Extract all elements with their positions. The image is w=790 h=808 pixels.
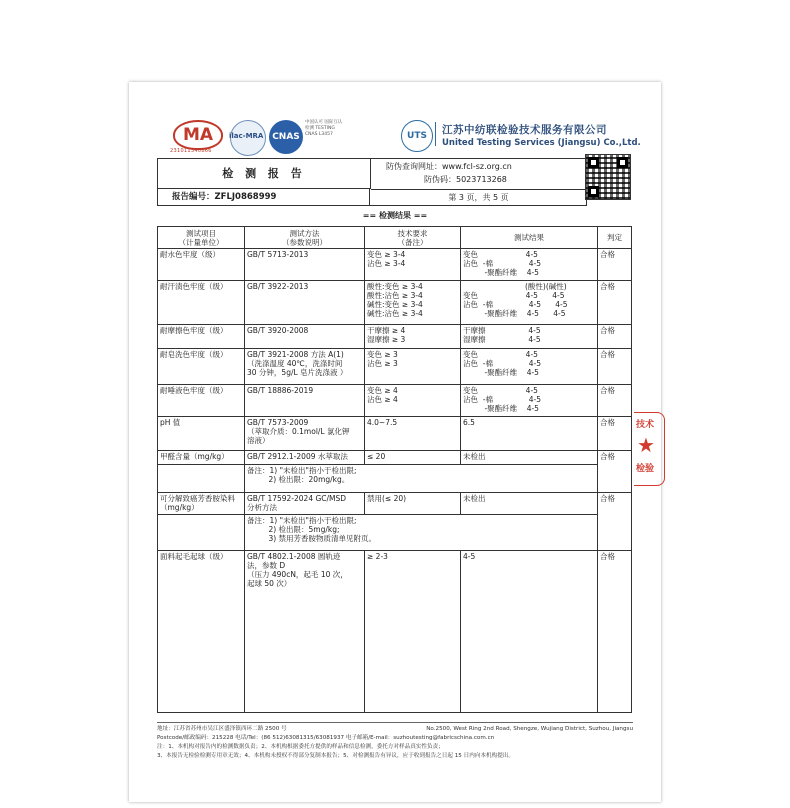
test-item: 可分解致癌芳香胺染料（mg/kg）	[158, 493, 245, 515]
table-row	[158, 451, 632, 465]
table-row	[158, 249, 632, 281]
footer-note-2: 3、本报告无检验检测专用章无效；4、本机构未授权不得部分复制本报告；5、对检测报告有异议，应于收到报告之日起 15 日内向本机构提出。	[157, 753, 514, 759]
col-header: 测试结果	[461, 227, 598, 249]
footer-note: 注：1、本机构对报告内的检测数据负责；2、本机构根据委托方提供的样品和信息检测，委托方对样品真实性负责；	[157, 744, 444, 750]
report-page	[129, 82, 661, 802]
requirement: 4.0~7.5	[365, 417, 461, 451]
note: 备注：1) "未检出"指小于检出限; 2) 检出限：5mg/kg; 3) 禁用芳香胺物质清单见附页。	[245, 515, 598, 551]
company-name-cn: 江苏中纺联检验技术服务有限公司	[442, 124, 607, 136]
verdict: 合格	[598, 493, 632, 551]
test-result: 变色 4-5 沾色 -棉 4-5 -聚酯纤维 4-5	[461, 249, 598, 281]
address-en: No.2500, West Ring 2nd Road, Shengze, Wujiang District, Suzhou, Jiangsu	[426, 726, 633, 732]
test-method: GB/T 18886-2019	[245, 385, 365, 417]
footer	[157, 722, 633, 761]
test-result: 未检出	[461, 493, 598, 515]
verdict: 合格	[598, 325, 632, 349]
company-name-en: United Testing Services (Jiangsu) Co.,Ltd.	[442, 138, 641, 148]
red-seal-stamp: 技术 ★ 检验	[634, 412, 665, 486]
footer-divider	[157, 722, 633, 723]
test-item: pH 值	[158, 417, 245, 451]
cma-logo: MA	[173, 120, 223, 150]
test-method: GB/T 3920-2008	[245, 325, 365, 349]
table-row	[158, 385, 632, 417]
test-method: GB/T 7573-2009 （萃取介质：0.1mol/L 氯化钾 溶液）	[245, 417, 365, 451]
test-result: 变色 4-5 沾色 -棉 4-5 -聚酯纤维 4-5	[461, 385, 598, 417]
table-header-row	[158, 227, 632, 249]
ilac-mra-logo: ilac-MRA	[230, 120, 266, 156]
table-row	[158, 417, 632, 451]
star-icon: ★	[637, 433, 655, 457]
requirement: ≥ 2-3	[365, 551, 461, 713]
table-row	[158, 349, 632, 385]
test-item: 耐汗渍色牢度（级）	[158, 281, 245, 325]
requirement: 变色 ≥ 3-4 沾色 ≥ 3-4	[365, 249, 461, 281]
test-item: 耐皂洗色牢度（级）	[158, 349, 245, 385]
address-cn: 地址：江苏省苏州市吴江区盛泽镇西环二路 2500 号	[157, 726, 287, 732]
requirement: 变色 ≥ 3 沾色 ≥ 3	[365, 349, 461, 385]
page-info: 第 3 页，共 5 页	[371, 189, 586, 206]
test-result: 干摩擦 4-5 湿摩擦 4-5	[461, 325, 598, 349]
verdict: 合格	[598, 249, 632, 281]
verdict: 合格	[598, 349, 632, 385]
anti-counterfeit-code: 防伪码：5023713268	[424, 175, 507, 184]
verdict: 合格	[598, 551, 632, 713]
table-row	[158, 493, 632, 515]
section-title: == 检测结果 ==	[362, 211, 428, 220]
test-result: 未检出	[461, 451, 598, 465]
requirement: 干摩擦 ≥ 4 湿摩擦 ≥ 3	[365, 325, 461, 349]
cnas-subtext: 中国认可 国际互认 检测 TESTING CNAS L3457	[305, 120, 343, 137]
test-result: (酸性)(碱性) 变色 4-5 4-5 沾色 -棉 4-5 4-5 -聚酯纤维 4-5 4-5	[461, 281, 598, 325]
test-result: 变色 4-5 沾色 -棉 4-5 -聚酯纤维 4-5	[461, 349, 598, 385]
report-number: 报告编号：ZFLJ0868999	[158, 189, 370, 205]
requirement: 酸性:变色 ≥ 3-4 酸性:沾色 ≥ 3-4 碱性:变色 ≥ 3-4 碱性:沾色 ≥ 3-4	[365, 281, 461, 325]
verdict: 合格	[598, 417, 632, 451]
col-header: 判定	[598, 227, 632, 249]
test-method: GB/T 4802.1-2008 圆轨迹 法，参数 D （压力 490cN，起毛 10 次， 起球 50 次）	[245, 551, 365, 713]
report-title: 检 测 报 告	[158, 159, 371, 189]
cnas-logo: CNAS	[269, 120, 303, 154]
note: 备注：1) "未检出"指小于检出限; 2) 检出限：20mg/kg。	[245, 465, 598, 493]
query-url: 防伪查询网址：www.fcl-sz.org.cn	[386, 162, 512, 171]
test-method: GB/T 3922-2013	[245, 281, 365, 325]
test-item: 耐水色牢度（级）	[158, 249, 245, 281]
test-item: 耐摩擦色牢度（级）	[158, 325, 245, 349]
verdict: 合格	[598, 385, 632, 417]
uts-logo: UTS	[401, 120, 433, 152]
test-method: GB/T 2912.1-2009 水萃取法	[245, 451, 365, 465]
test-item: 面料起毛起球（级）	[158, 551, 245, 713]
verdict: 合格	[598, 451, 632, 493]
contact-info: Postcode/邮政编码：215228 电话/Tel：(86 512)63081315/63081937 电子邮箱/E-mail：suzhoutesting@fabricschina.com.cn	[157, 735, 495, 741]
test-result: 4-5	[461, 551, 598, 713]
logo-divider	[435, 122, 436, 146]
qr-code	[585, 154, 631, 200]
table-row	[158, 281, 632, 325]
cma-number: 231011340866	[170, 148, 212, 154]
report-header-box	[157, 158, 587, 206]
test-item: 甲醛含量（mg/kg）	[158, 451, 245, 465]
results-table	[157, 226, 632, 713]
col-header: 测试方法 （参数说明）	[245, 227, 365, 249]
table-row	[158, 325, 632, 349]
test-method: GB/T 3921-2008 方法 A(1) （洗涤温度 40℃，洗涤时间 30 分钟，5g/L 皂片洗涤液 ）	[245, 349, 365, 385]
table-row	[158, 551, 632, 713]
requirement: 禁用(≤ 20)	[365, 493, 461, 515]
col-header: 测试项目 （计量单位）	[158, 227, 245, 249]
requirement: 变色 ≥ 4 沾色 ≥ 4	[365, 385, 461, 417]
note-row	[158, 465, 632, 493]
requirement: ≤ 20	[365, 451, 461, 465]
verdict: 合格	[598, 281, 632, 325]
col-header: 技术要求 （备注）	[365, 227, 461, 249]
test-result: 6.5	[461, 417, 598, 451]
test-method: GB/T 17592-2024 GC/MSD 分析方法	[245, 493, 365, 515]
test-method: GB/T 5713-2013	[245, 249, 365, 281]
note-row	[158, 515, 632, 551]
test-item: 耐唾液色牢度（级）	[158, 385, 245, 417]
